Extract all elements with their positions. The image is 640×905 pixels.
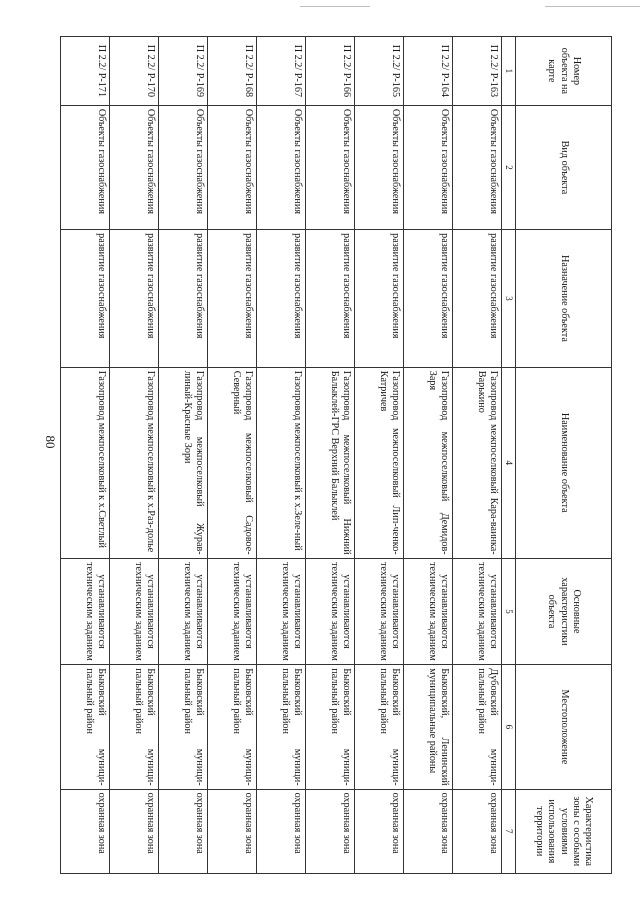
column-number: 3 bbox=[502, 230, 516, 368]
object-location-cell: Быковский муници-пальный район bbox=[208, 665, 257, 789]
column-number: 1 bbox=[502, 37, 516, 106]
object-number-cell: П 2.2/ Р-164 bbox=[404, 37, 453, 106]
object-name-cell: Газопровод межпоселковый к х.Светлый bbox=[61, 367, 110, 558]
object-characteristics-cell: устанавливаются техническим заданием bbox=[306, 558, 355, 665]
column-number: 5 bbox=[502, 558, 516, 665]
object-kind-cell: Объекты газоснабжения bbox=[61, 105, 110, 229]
object-zone-cell: охранная зона bbox=[404, 789, 453, 873]
object-name-cell: Газопровод межпоселковый Лип-ченко-Катричев bbox=[355, 367, 404, 558]
object-name-cell: Газопровод межпоселковый Журав-линый-Красные Зори bbox=[159, 367, 208, 558]
object-zone-cell: охранная зона bbox=[61, 789, 110, 873]
table-row bbox=[453, 37, 502, 874]
object-kind-cell: Объекты газоснабжения bbox=[453, 105, 502, 229]
column-number: 7 bbox=[502, 789, 516, 873]
object-number-cell: П 2.2/ Р-165 bbox=[355, 37, 404, 106]
object-name-cell: Газопровод межпоселковый к х.Зеле-ный bbox=[257, 367, 306, 558]
table-row bbox=[257, 37, 306, 874]
object-characteristics-cell: устанавливаются техническим заданием bbox=[404, 558, 453, 665]
object-kind-cell: Объекты газоснабжения bbox=[306, 105, 355, 229]
object-kind-cell: Объекты газоснабжения bbox=[404, 105, 453, 229]
object-location-cell: Быковский муници-пальный район bbox=[355, 665, 404, 789]
object-purpose-cell: развитие газоснабжения bbox=[257, 230, 306, 368]
table-row bbox=[61, 37, 110, 874]
object-number-cell: П 2.2/ Р-167 bbox=[257, 37, 306, 106]
object-characteristics-cell: устанавливаются техническим заданием bbox=[110, 558, 159, 665]
header-zone: Характеристика зоны с особыми условиями использования территории bbox=[516, 789, 612, 873]
object-purpose-cell: развитие газоснабжения bbox=[208, 230, 257, 368]
object-number-cell: П 2.2/ Р-168 bbox=[208, 37, 257, 106]
object-location-cell: Быковский муници-пальный район bbox=[61, 665, 110, 789]
table-row bbox=[306, 37, 355, 874]
object-purpose-cell: развитие газоснабжения bbox=[61, 230, 110, 368]
object-location-cell: Быковский муници-пальный район bbox=[306, 665, 355, 789]
object-zone-cell: охранная зона bbox=[257, 789, 306, 873]
page-number: 80 bbox=[43, 435, 58, 449]
object-number-cell: П 2.2/ Р-166 bbox=[306, 37, 355, 106]
object-location-cell: Быковский, Ленинский муниципальные районы bbox=[404, 665, 453, 789]
object-characteristics-cell: устанавливаются техническим заданием bbox=[61, 558, 110, 665]
object-purpose-cell: развитие газоснабжения bbox=[355, 230, 404, 368]
object-zone-cell: охранная зона bbox=[453, 789, 502, 873]
header-characteristics: Основные характеристики объекта bbox=[516, 558, 612, 665]
column-number: 2 bbox=[502, 105, 516, 229]
scan-edge-line-left bbox=[300, 6, 370, 7]
object-zone-cell: охранная зона bbox=[208, 789, 257, 873]
object-number-cell: П 2.2/ Р-169 bbox=[159, 37, 208, 106]
object-location-cell: Быковский муници-пальный район bbox=[110, 665, 159, 789]
table-header-row bbox=[516, 37, 612, 874]
object-zone-cell: охранная зона bbox=[355, 789, 404, 873]
object-purpose-cell: развитие газоснабжения bbox=[306, 230, 355, 368]
object-name-cell: Газопровод межпоселковый Нижний Балыклей-ГРС Верхний Балыклей bbox=[306, 367, 355, 558]
table-row bbox=[404, 37, 453, 874]
object-zone-cell: охранная зона bbox=[306, 789, 355, 873]
object-zone-cell: охранная зона bbox=[159, 789, 208, 873]
header-purpose: Назначение объекта bbox=[516, 230, 612, 368]
object-name-cell: Газопровод межпоселковый Садовое-Северный bbox=[208, 367, 257, 558]
table-row bbox=[355, 37, 404, 874]
header-kind: Вид объекта bbox=[516, 105, 612, 229]
object-kind-cell: Объекты газоснабжения bbox=[257, 105, 306, 229]
object-number-cell: П 2.2/ Р-171 bbox=[61, 37, 110, 106]
object-location-cell: Дубовский муници-пальный район bbox=[453, 665, 502, 789]
scan-edge-line-right bbox=[545, 6, 640, 7]
header-location: Местоположение bbox=[516, 665, 612, 789]
object-kind-cell: Объекты газоснабжения bbox=[159, 105, 208, 229]
object-kind-cell: Объекты газоснабжения bbox=[110, 105, 159, 229]
object-kind-cell: Объекты газоснабжения bbox=[355, 105, 404, 229]
header-name: Наименование объекта bbox=[516, 367, 612, 558]
object-name-cell: Газопровод межпоселковый к х.Раз-долье bbox=[110, 367, 159, 558]
object-purpose-cell: развитие газоснабжения bbox=[110, 230, 159, 368]
column-number: 6 bbox=[502, 665, 516, 789]
gas-objects-table bbox=[60, 36, 612, 874]
header-number: Номер объекта на карте bbox=[516, 37, 612, 106]
object-number-cell: П 2.2/ Р-163 bbox=[453, 37, 502, 106]
table-row bbox=[159, 37, 208, 874]
object-characteristics-cell: устанавливаются техническим заданием bbox=[159, 558, 208, 665]
object-characteristics-cell: устанавливаются техническим заданием bbox=[355, 558, 404, 665]
object-zone-cell: охранная зона bbox=[110, 789, 159, 873]
object-characteristics-cell: устанавливаются техническим заданием bbox=[257, 558, 306, 665]
table-row bbox=[208, 37, 257, 874]
object-purpose-cell: развитие газоснабжения bbox=[453, 230, 502, 368]
object-location-cell: Быковский муници-пальный район bbox=[159, 665, 208, 789]
object-name-cell: Газопровод межпоселковый Демидов-Заря bbox=[404, 367, 453, 558]
object-characteristics-cell: устанавливаются техническим заданием bbox=[208, 558, 257, 665]
object-number-cell: П 2.2/ Р-170 bbox=[110, 37, 159, 106]
rotated-table-container bbox=[60, 36, 612, 874]
object-purpose-cell: развитие газоснабжения bbox=[404, 230, 453, 368]
column-number: 4 bbox=[502, 367, 516, 558]
table-row bbox=[110, 37, 159, 874]
column-number-row bbox=[502, 37, 516, 874]
object-name-cell: Газопровод межпоселковый Кара-ваинка-Варькино bbox=[453, 367, 502, 558]
object-characteristics-cell: устанавливаются техническим заданием bbox=[453, 558, 502, 665]
object-purpose-cell: развитие газоснабжения bbox=[159, 230, 208, 368]
object-location-cell: Быковский муници-пальный район bbox=[257, 665, 306, 789]
object-kind-cell: Объекты газоснабжения bbox=[208, 105, 257, 229]
